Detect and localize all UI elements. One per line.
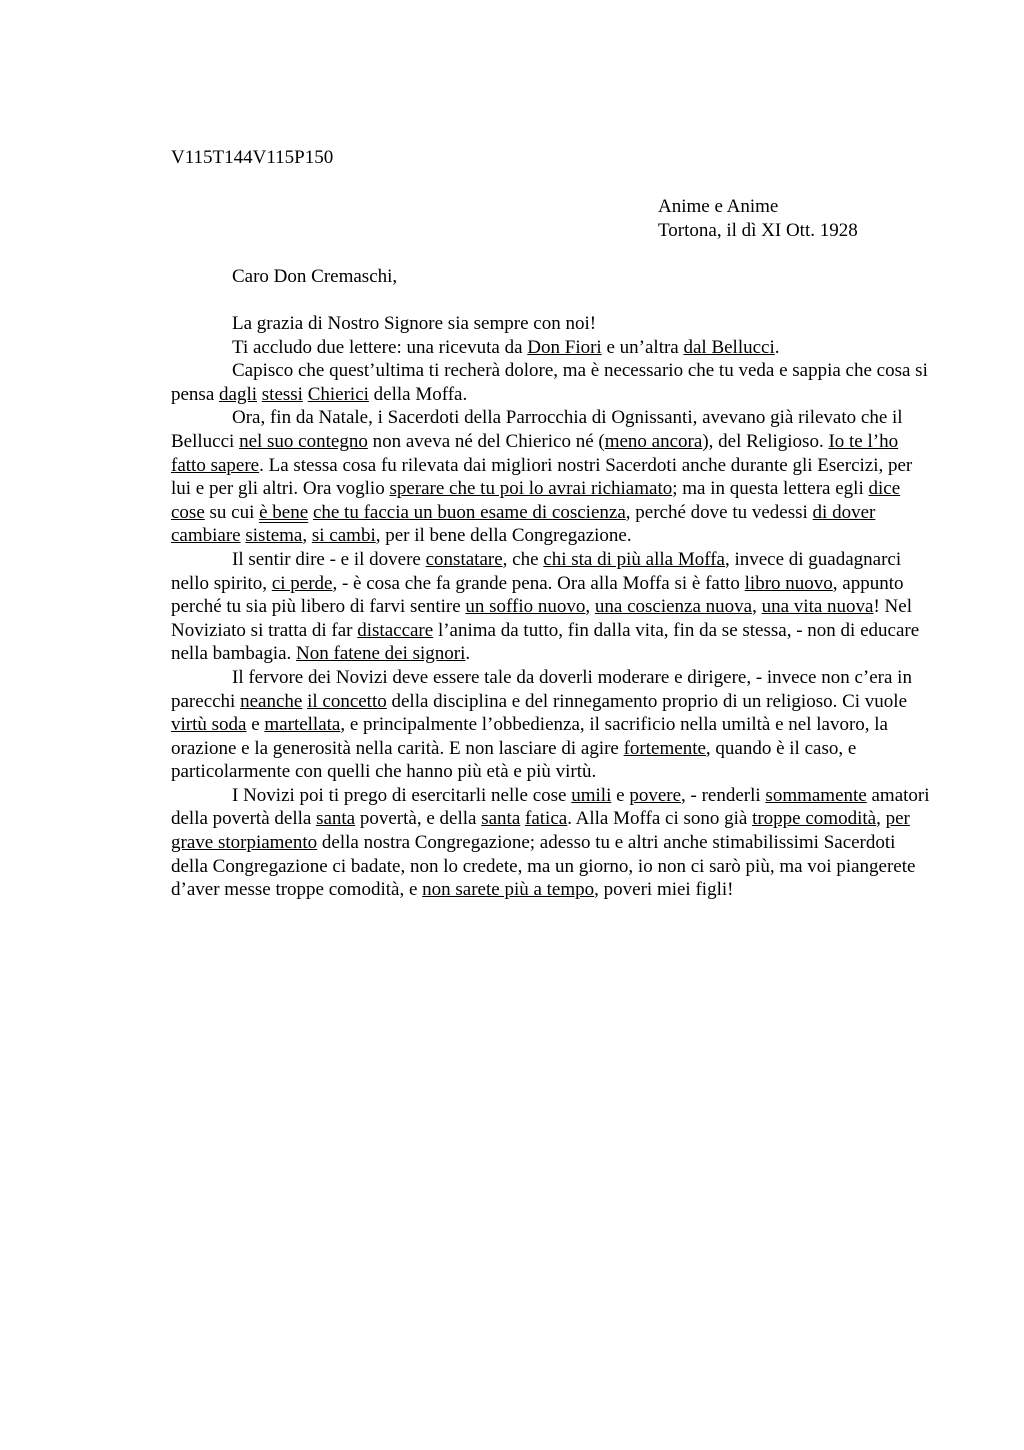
document-id-code: V115T144V115P150 <box>171 147 334 168</box>
underlined-text: un soffio nuovo <box>465 596 586 618</box>
salutation: Caro Don Cremaschi, <box>232 266 398 287</box>
text-segment: , che <box>502 548 544 570</box>
underlined-text: santa <box>316 808 356 830</box>
underlined-text: fortemente <box>623 737 706 759</box>
underlined-text: dal Bellucci <box>683 336 775 358</box>
underlined-text: che tu faccia un buon esame di coscienza <box>312 501 626 523</box>
text-segment: Il sentir dire - e il dovere <box>232 548 426 570</box>
underlined-text: constatare <box>425 548 503 570</box>
underlined-text: meno ancora <box>604 430 703 452</box>
text-segment: . <box>774 336 780 358</box>
underlined-text: il concetto <box>307 690 387 712</box>
text-segment: , <box>585 596 595 618</box>
underlined-text: nel suo contegno <box>239 430 368 452</box>
text-segment: l’anima da tutto, fin dalla vita, fin da se stessa, - non di educare nella bambagia. <box>171 619 920 665</box>
underlined-text: Chierici <box>307 383 369 405</box>
text-segment: amatori della povertà della <box>171 784 930 830</box>
underlined-text: Io te l’ho fatto sapere <box>171 430 899 476</box>
underlined-text: virtù soda <box>171 714 247 736</box>
text-segment: . La stessa cosa fu rilevata dai migliori nostri Sacerdoti anche durante gli Esercizi, per lui e per gli altri. Ora voglio <box>171 454 913 500</box>
text-segment: . Alla Moffa ci sono già <box>567 808 753 830</box>
underlined-text: chi sta di più alla Moffa <box>543 548 725 570</box>
text-segment: . <box>465 643 471 665</box>
text-segment: , <box>752 596 762 618</box>
text-segment: della nostra Congregazione; adesso tu e altri anche stimabilissimi Sacerdoti della Congregazione ci badate, non lo credete, ma un giorno, io non ci sarò più, ma voi piangerete d’aver messe troppe comodità, e <box>171 832 916 901</box>
text-segment: della Moffa. <box>368 383 468 405</box>
text-segment: , <box>876 808 886 830</box>
body-paragraph <box>171 406 933 548</box>
underlined-text: di dover cambiare <box>171 501 876 547</box>
body-paragraph <box>171 312 933 336</box>
text-segment: , invece di guadagnarci nello spirito, <box>171 548 902 594</box>
text-segment: ; ma in questa lettera egli <box>672 478 869 500</box>
underlined-text: libro nuovo <box>744 572 833 594</box>
text-segment: , appunto perché tu sia più libero di farvi sentire <box>171 572 904 618</box>
text-segment: Capisco che quest’ultima ti recherà dolore, ma è necessario che tu veda e sappia che cosa si pensa <box>171 360 928 405</box>
text-segment: ), del Religioso. <box>702 430 829 452</box>
text-segment: , perché dove tu vedessi <box>625 501 813 523</box>
underlined-text: fatica <box>525 808 568 830</box>
text-segment: Il fervore dei Novizi deve essere tale da doverli moderare e dirigere, - invece non c’era in parecchi <box>171 666 912 712</box>
underlined-text: per grave storpiamento <box>171 808 910 854</box>
body-paragraph <box>171 359 933 406</box>
underlined-text: dice cose <box>171 478 901 523</box>
underlined-text: umili <box>571 784 612 806</box>
body-paragraph <box>171 666 933 784</box>
underlined-text: è bene <box>259 501 309 523</box>
text-segment: e un’altra <box>601 336 684 358</box>
underlined-text: neanche <box>240 690 303 712</box>
text-segment: Ora, fin da Natale, i Sacerdoti della Parrocchia di Ognissanti, avevano già rilevato che il Bellucci <box>171 407 903 452</box>
letter-header <box>658 195 858 242</box>
letter-body <box>171 312 933 902</box>
text-segment: , e principalmente l’obbedienza, il sacrificio nella umiltà e nel lavoro, la orazione e la generosità nella carità. E non lasciare di agire <box>171 714 888 759</box>
body-paragraph <box>171 548 933 666</box>
text-segment: I Novizi poi ti prego di esercitarli nelle cose <box>232 784 572 806</box>
underlined-text: ci perde <box>271 572 333 594</box>
underlined-text: non sarete più a tempo <box>422 879 595 901</box>
underlined-text: sistema <box>245 525 303 547</box>
underlined-text: si cambi <box>311 525 376 547</box>
underlined-text: Don Fiori <box>527 336 602 358</box>
text-segment: non aveva né del Chierico né ( <box>367 430 605 452</box>
underlined-text: distaccare <box>357 619 434 641</box>
text-segment: e <box>246 714 265 736</box>
text-segment: La grazia di Nostro Signore sia sempre con noi! <box>232 313 597 334</box>
underlined-text: troppe comodità <box>752 808 877 830</box>
text-segment: della disciplina e del rinnegamento proprio di un religioso. Ci vuole <box>386 690 908 712</box>
underlined-text: sommamente <box>765 784 867 806</box>
body-paragraph <box>171 336 933 360</box>
underlined-text: una vita nuova <box>761 596 874 618</box>
body-paragraph <box>171 784 933 902</box>
text-segment: , poveri miei figli! <box>594 879 734 901</box>
underlined-text: martellata <box>264 714 341 736</box>
underlined-text: sperare che tu poi lo avrai richiamato <box>389 478 673 500</box>
text-segment: , <box>302 525 312 547</box>
place-date: Tortona, il dì XI Ott. 1928 <box>658 219 858 241</box>
underlined-text: santa <box>481 808 521 830</box>
text-segment: , - renderli <box>681 784 766 806</box>
text-segment: Ti accludo due lettere: una ricevuta da <box>232 336 528 358</box>
text-segment: , quando è il caso, e particolarmente con quelli che hanno più età e più virtù. <box>171 737 857 783</box>
text-segment: , - è cosa che fa grande pena. Ora alla Moffa si è fatto <box>332 572 745 594</box>
text-segment: povertà, e della <box>355 808 482 830</box>
text-segment: e <box>611 784 630 806</box>
underlined-text: Non fatene dei signori <box>296 643 466 665</box>
underlined-text: una coscienza nuova <box>594 596 753 618</box>
underlined-text: povere <box>629 784 682 806</box>
underlined-text: dagli <box>219 383 258 405</box>
header-title: Anime e Anime <box>658 196 779 217</box>
underlined-text: stessi <box>261 383 303 405</box>
text-segment: su cui <box>204 501 260 523</box>
text-segment: ! Nel Noviziato si tratta di far <box>171 596 912 641</box>
text-segment: , per il bene della Congregazione. <box>375 525 632 547</box>
